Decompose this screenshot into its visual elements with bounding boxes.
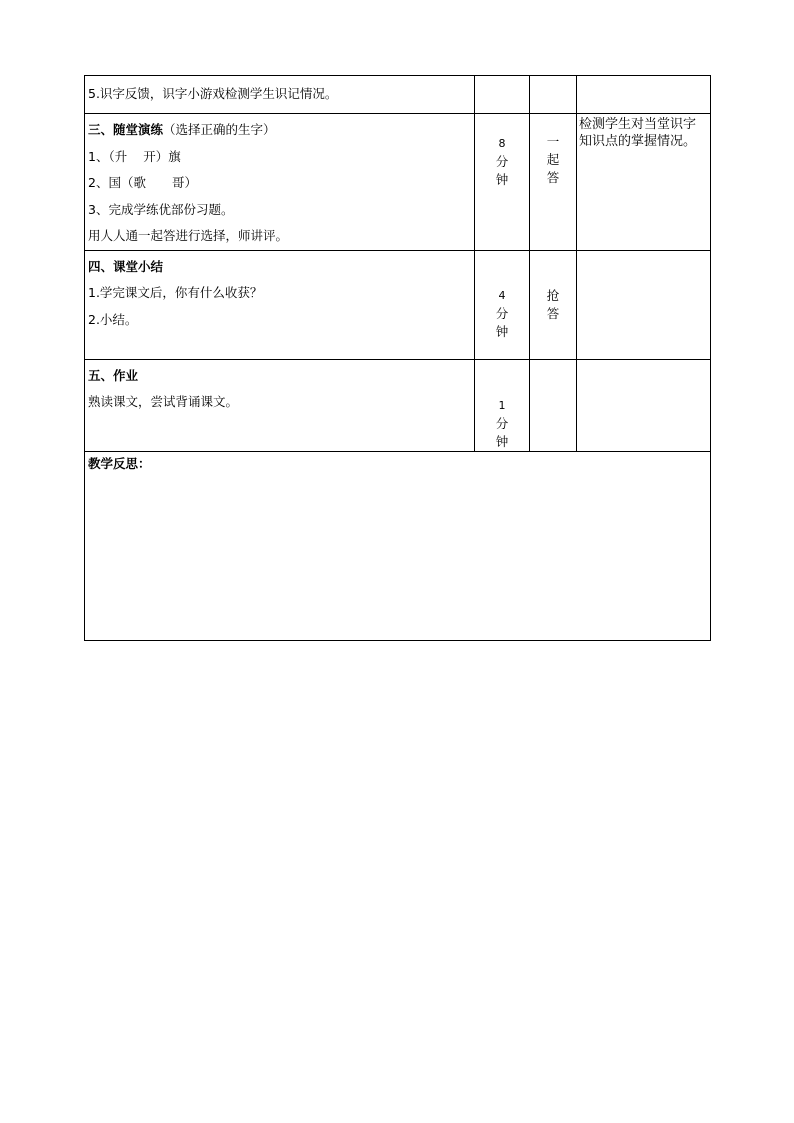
question-line bbox=[88, 144, 471, 171]
time-unit-char: 分 bbox=[495, 154, 509, 169]
method-char: 答 bbox=[546, 170, 560, 185]
lesson-plan-table bbox=[84, 75, 711, 641]
section-heading bbox=[88, 117, 471, 144]
summary-line: 1.学完课文后，你有什么收获？ bbox=[88, 285, 263, 300]
method-text bbox=[530, 251, 576, 323]
time-unit-char: 分 bbox=[495, 415, 509, 431]
method-char: 抢 bbox=[546, 287, 560, 303]
activity-cell bbox=[85, 114, 475, 251]
question-option: 哥） bbox=[171, 175, 197, 190]
question-option: 开）旗 bbox=[143, 148, 181, 164]
purpose-cell bbox=[577, 359, 711, 451]
time-cell bbox=[475, 114, 530, 251]
time-number: 1 bbox=[498, 398, 506, 412]
method-text bbox=[530, 114, 576, 187]
time-unit-char: 钟 bbox=[495, 172, 509, 187]
reflection-cell bbox=[85, 451, 711, 640]
table-row bbox=[85, 250, 711, 359]
activity-cell bbox=[85, 250, 475, 359]
purpose-cell bbox=[577, 250, 711, 359]
method-cell bbox=[530, 250, 577, 359]
time-unit-char: 钟 bbox=[495, 433, 509, 449]
time-cell bbox=[475, 359, 530, 451]
method-cell bbox=[530, 359, 577, 451]
time-cell bbox=[475, 76, 530, 114]
table-row bbox=[85, 76, 711, 114]
reflection-heading: 教学反思： bbox=[88, 455, 151, 471]
section-heading: 四、课堂小结 bbox=[88, 258, 164, 274]
question-prefix: 2、国（歌 bbox=[88, 175, 146, 190]
purpose-cell bbox=[577, 76, 711, 114]
activity-cell bbox=[85, 76, 475, 114]
table-row bbox=[85, 114, 711, 251]
time-number: 8 bbox=[498, 137, 506, 150]
question-prefix: 1、（升 bbox=[88, 148, 128, 164]
time-number: 4 bbox=[498, 288, 506, 302]
method-char: 答 bbox=[546, 305, 560, 321]
method-cell bbox=[530, 114, 577, 251]
section-heading-bold: 三、随堂演练 bbox=[88, 122, 164, 137]
homework-line: 熟读课文，尝试背诵课文。 bbox=[88, 394, 239, 409]
question-line bbox=[88, 170, 471, 197]
summary-line: 2.小结。 bbox=[88, 311, 138, 327]
section-heading: 五、作业 bbox=[88, 367, 139, 383]
method-cell bbox=[530, 76, 577, 114]
table-row bbox=[85, 451, 711, 640]
activity-text: 5.识字反馈，识字小游戏检测学生识记情况。 bbox=[88, 86, 338, 101]
question-line: 3、完成学练优部份习题。 bbox=[88, 201, 234, 217]
teacher-note: 用人人通一起答进行选择，师讲评。 bbox=[88, 228, 289, 243]
time-text bbox=[475, 360, 529, 451]
table-row bbox=[85, 359, 711, 451]
time-text bbox=[475, 114, 529, 189]
time-text bbox=[475, 251, 529, 341]
method-char: 一 bbox=[546, 134, 560, 149]
purpose-cell bbox=[577, 114, 711, 251]
purpose-text: 检测学生对当堂识字知识点的掌握情况。 bbox=[579, 117, 697, 149]
time-cell bbox=[475, 250, 530, 359]
time-unit-char: 分 bbox=[495, 305, 509, 321]
activity-cell bbox=[85, 359, 475, 451]
time-unit-char: 钟 bbox=[495, 323, 509, 339]
section-heading-note: （选择正确的生字） bbox=[163, 122, 276, 137]
method-char: 起 bbox=[546, 152, 560, 167]
